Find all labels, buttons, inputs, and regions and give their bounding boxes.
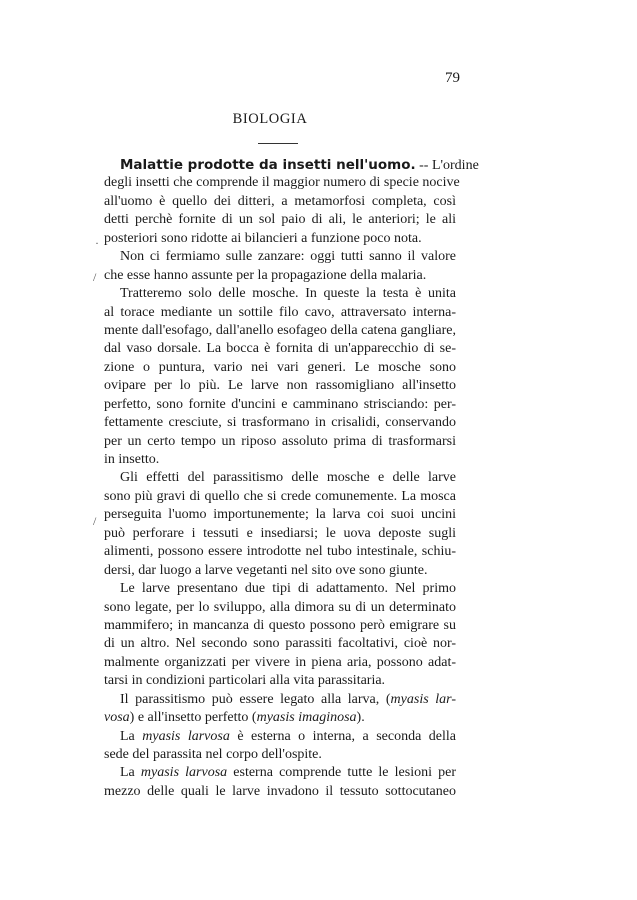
text-line xyxy=(104,506,456,524)
text-span: è esterna o interna, a seconda della xyxy=(229,728,456,744)
italic-term: myasis larvosa xyxy=(140,765,228,781)
text-span: di un altro. Nel secondo sono parassiti facoltativi, cioè nor- xyxy=(104,636,456,652)
text-line xyxy=(104,359,456,377)
text-line xyxy=(104,193,456,211)
italic-term: vosa xyxy=(104,710,130,726)
text-line xyxy=(104,654,456,672)
text-span: perseguita l'uomo importunemente; la larva coi suoi uncini xyxy=(104,507,456,523)
text-span: perfetto, sono fornite d'uncini e camminano strisciando: per- xyxy=(104,396,456,412)
text-span: Il parassitismo può essere legato alla larva, ( xyxy=(120,691,391,707)
text-line xyxy=(104,525,456,543)
text-line xyxy=(104,377,456,395)
text-span: sono più gravi di quello che si crede comunemente. La mosca xyxy=(104,488,456,504)
italic-term: myasis imaginosa xyxy=(256,710,357,726)
text-span: per un certo tempo un riposo assoluto prima di trasformarsi xyxy=(104,433,456,449)
italic-term: myasis larvosa xyxy=(142,728,230,744)
text-span: degli insetti che comprende il maggior numero di specie nocive xyxy=(104,175,460,191)
section-title: BIOLOGIA xyxy=(232,111,308,127)
text-line xyxy=(104,764,456,782)
text-line xyxy=(104,728,456,746)
text-span: ). xyxy=(356,710,365,726)
text-span: Non ci fermiamo sulle zanzare: oggi tutti sanno il valore xyxy=(120,249,456,265)
text-span: sono legate, per lo sviluppo, alla dimora su di un determinato xyxy=(104,599,456,615)
text-span: mente dall'esofago, dall'anello esofageo della catena gangliare, xyxy=(104,322,456,338)
text-span: -- L'ordine xyxy=(419,158,479,173)
text-line xyxy=(104,488,456,506)
text-span: La xyxy=(120,765,141,781)
text-span: esterna comprende tutte le lesioni per xyxy=(227,765,456,781)
text-line xyxy=(104,746,456,764)
text-span: detti perchè fornite di un sol paio di ali, le anteriori; le ali xyxy=(104,212,456,228)
text-line xyxy=(104,396,456,414)
text-span: al torace mediante un sottile filo cavo, attraversato interna- xyxy=(104,304,456,320)
text-span: ) e all'insetto perfetto ( xyxy=(129,710,257,726)
text-span: malmente organizzati per vivere in piena aria, possono adat- xyxy=(104,654,456,670)
text-span: Tratteremo solo delle mosche. In queste la testa è unita xyxy=(120,286,456,302)
margin-mark: / xyxy=(93,270,97,284)
heading-line xyxy=(104,156,479,174)
text-span: mezzo delle quali le larve invadono il tessuto sottocutaneo xyxy=(104,783,456,799)
text-line xyxy=(104,617,456,635)
text-line xyxy=(104,580,456,598)
margin-mark: / xyxy=(93,514,97,528)
text-line xyxy=(104,543,456,561)
text-span: dal vaso dorsale. La bocca è fornita di un'apparecchio di se- xyxy=(104,341,456,357)
text-line xyxy=(104,267,456,285)
title-rule xyxy=(258,143,298,144)
text-span: dersi, dar luogo a larve vegetanti nel sito ove sono giunte. xyxy=(104,562,428,578)
text-line xyxy=(104,414,456,432)
text-line xyxy=(104,783,456,801)
text-line xyxy=(104,174,460,192)
text-span: Le larve presentano due tipi di adattamento. Nel primo xyxy=(120,581,456,597)
text-span: sede del parassita nel corpo dell'ospite. xyxy=(104,747,322,762)
italic-term: myasis lar- xyxy=(390,691,456,707)
text-line xyxy=(104,691,456,709)
text-span: che esse hanno assunte per la propagazione della malaria. xyxy=(104,267,427,283)
text-span: in insetto. xyxy=(104,452,160,467)
margin-mark: · xyxy=(95,236,99,250)
text-span: La xyxy=(120,728,143,744)
text-line xyxy=(104,211,456,229)
text-line xyxy=(104,304,456,322)
text-line xyxy=(104,451,456,469)
text-line xyxy=(104,635,456,653)
text-span: posteriori sono ridotte ai bilancieri a funzione poco nota. xyxy=(104,230,422,246)
text-span: ovipare per lo più. Le larve non rassomigliano all'insetto xyxy=(104,378,456,394)
text-span: tarsi in condizioni particolari alla vita parassitaria. xyxy=(104,673,386,689)
text-span: mammifero; in mancanza di questo possono però emigrare su xyxy=(104,617,456,633)
text-line xyxy=(104,599,456,617)
text-line xyxy=(104,322,456,340)
text-span: fettamente cresciute, si trasformano in crisalidi, conservando xyxy=(104,415,456,431)
text-line xyxy=(104,340,456,358)
text-line xyxy=(104,562,456,580)
text-span: può perforare i tessuti e insediarsi; le uova deposte sugli xyxy=(104,525,456,541)
page-number: 79 xyxy=(445,70,460,86)
text-line xyxy=(104,230,456,248)
text-span: all'uomo è quello dei ditteri, a metamorfosi completa, così xyxy=(104,193,456,209)
text-line xyxy=(104,433,456,451)
text-span: Gli effetti del parassitismo delle mosche e delle larve xyxy=(120,470,456,486)
text-line xyxy=(104,248,456,266)
section-heading: Malattie prodotte da insetti nell'uomo. xyxy=(120,157,416,173)
text-span: alimenti, possono essere introdotte nel tubo intestinale, schiu- xyxy=(104,544,456,560)
text-span: zione o puntura, vario nei vari generi. Le mosche sono xyxy=(104,359,456,375)
text-line xyxy=(104,709,456,727)
text-line xyxy=(104,469,456,487)
text-line xyxy=(104,672,456,690)
text-line xyxy=(104,285,456,303)
body-text xyxy=(104,156,479,801)
